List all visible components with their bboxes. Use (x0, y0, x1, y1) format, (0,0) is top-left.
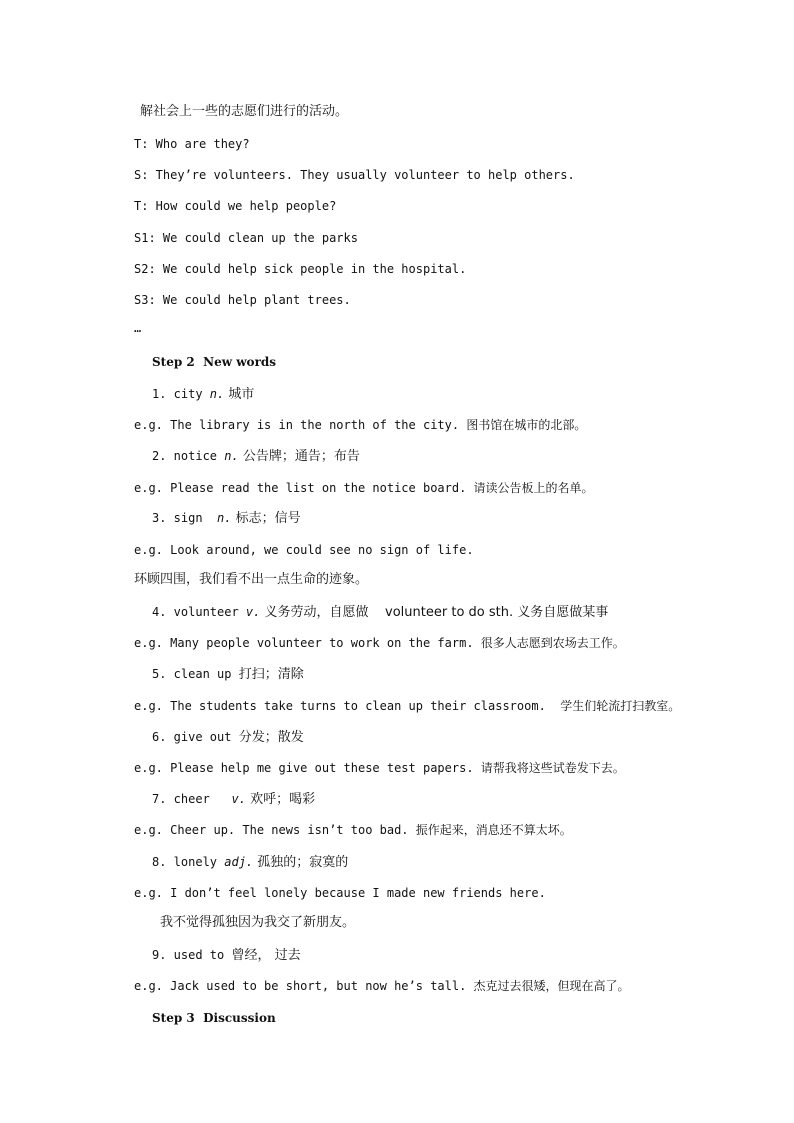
example-2: e.g. Please read the list on the notice board. 请读公告板上的名单。 (134, 481, 594, 495)
word-entry-7: 7. cheer v. 欢呼；喝彩 (152, 792, 316, 807)
dialogue-line: S1: We could clean up the parks (134, 231, 358, 245)
word-entry-1: 1. city n. 城市 (152, 387, 255, 402)
step-3-heading: Step 3 Discussion (152, 1011, 276, 1025)
dialogue-line: T: How could we help people? (134, 199, 337, 213)
example-8: e.g. I don’t feel lonely because I made new friends here. (134, 886, 546, 900)
dialogue-line: T: Who are they? (134, 137, 250, 151)
example-3-translation: 环顾四围，我们看不出一点生命的迹象。 (134, 572, 369, 587)
word-entry-8: 8. lonely adj. 孤独的；寂寞的 (152, 855, 349, 870)
word-entry-5: 5. clean up 打扫；清除 (152, 667, 304, 682)
example-5: e.g. The students take turns to clean up their classroom. 学生们轮流打扫教室。 (134, 699, 681, 713)
ellipsis: … (134, 321, 142, 335)
example-8-translation: 我不觉得孤独因为我交了新朋友。 (160, 915, 356, 930)
dialogue-line: S2: We could help sick people in the hospital. (134, 262, 467, 276)
step-2-heading: Step 2 New words (152, 355, 277, 369)
intro-text: 解社会上一些的志愿们进行的活动。 (140, 104, 349, 119)
word-entry-6: 6. give out 分发；散发 (152, 730, 304, 745)
word-entry-9: 9. used to 曾经， 过去 (152, 948, 301, 963)
example-7: e.g. Cheer up. The news isn’t too bad. 振作起来，消息还不算太坏。 (134, 823, 572, 837)
example-4: e.g. Many people volunteer to work on the farm. 很多人志愿到农场去工作。 (134, 636, 625, 650)
example-9: e.g. Jack used to be short, but now he’s tall. 杰克过去很矮，但现在高了。 (134, 979, 630, 993)
word-entry-2: 2. notice n. 公告牌；通告；布告 (152, 449, 360, 464)
word-entry-4: 4. volunteer v. 义务劳动，自愿做 volunteer to do sth. 义务自愿做某事 (152, 605, 609, 620)
example-3: e.g. Look around, we could see no sign of life. (134, 543, 474, 557)
word-entry-3: 3. sign n. 标志；信号 (152, 511, 301, 526)
example-1: e.g. The library is in the north of the city. 图书馆在城市的北部。 (134, 418, 587, 432)
dialogue-line: S: They’re volunteers. They usually volunteer to help others. (134, 168, 575, 182)
dialogue-line: S3: We could help plant trees. (134, 293, 351, 307)
example-6: e.g. Please help me give out these test papers. 请帮我将这些试卷发下去。 (134, 761, 625, 775)
